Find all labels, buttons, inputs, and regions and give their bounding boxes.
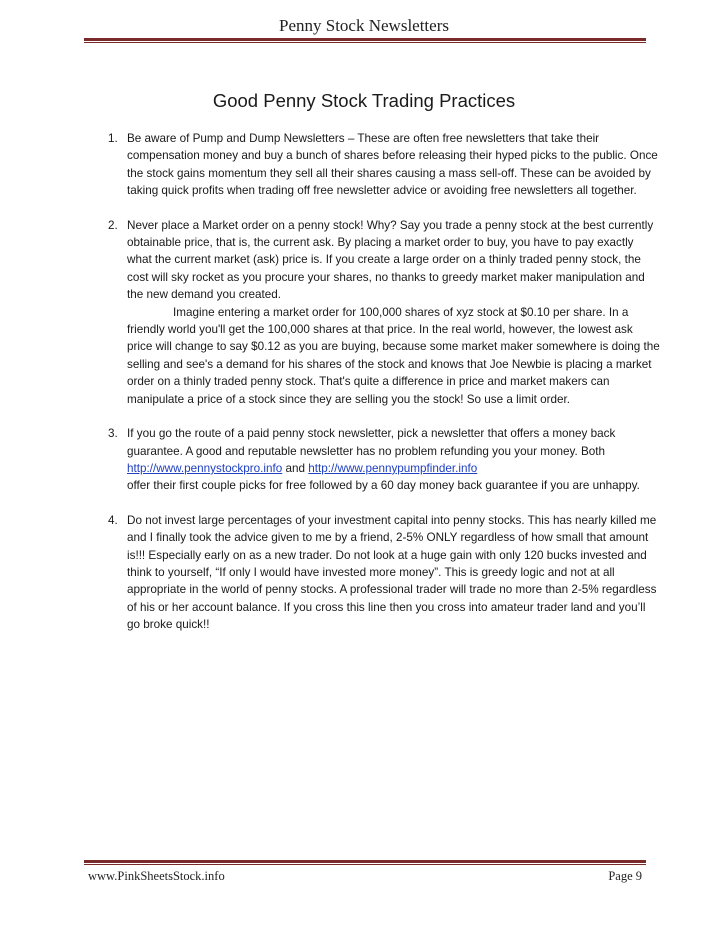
footer-website: www.PinkSheetsStock.info — [88, 869, 225, 883]
pennystockpro-link[interactable]: http://www.pennystockpro.info — [127, 461, 283, 475]
list-item-text: Be aware of Pump and Dump Newsletters – These are often free newsletters that take their compensation money and buy a bunch of shares before releasing their hyped picks to the public. Once the stock gains momentum they sell all their shares causing a mass sell-off. These can be avoided by taking quick profits when trading off free newsletter advice or avoiding free newsletters all together. — [127, 132, 658, 198]
header-divider — [84, 38, 646, 41]
list-item — [100, 425, 660, 495]
list-item — [100, 217, 660, 408]
list-item-text: If you go the route of a paid penny stock newsletter, pick a newsletter that offers a money back guarantee. A good and reputable newsletter has no problem refunding you your money. Both — [127, 427, 616, 458]
link-conjunction: and — [285, 461, 306, 475]
practices-list — [100, 130, 660, 651]
page-header-title: Penny Stock Newsletters — [279, 16, 449, 35]
list-item-number: 3. — [108, 427, 118, 441]
list-item-number: 1. — [108, 132, 118, 145]
list-item-text-after: offer their first couple picks for free followed by a 60 day money back guarantee if you are unhappy. — [127, 479, 640, 493]
list-item — [100, 130, 660, 200]
footer-divider — [84, 860, 646, 863]
list-item-text: Do not invest large percentages of your investment capital into penny stocks. This has nearly killed me and I finally took the advice given to me by a friend, 2-5% ONLY regardless of how small that amount is!!! Especially early on as a new trader. Do not look at a huge gain with only 120 bucks invested and think to yourself, “If only I would have invested more money”. This is greedy logic and not at all appropriate in the world of penny stocks. A professional trader will trade no more than 2-5% regardless of his or her account balance. If you cross this line then you cross into amateur trader land and you’ll go broke quick!! — [127, 513, 657, 632]
list-item-continuation: Imagine entering a market order for 100,000 shares of xyz stock at $0.10 per share. In a friendly world you'll get the 100,000 shares at that price. In the real world, however, the lowest ask price will change to say $0.12 as you are buying, because some market maker somewhere is doing the selling and see's a demand for his shares of the stock and knows that Joe Newbie is placing a market order on a thinly traded penny stock. That's quite a difference in price and market makers can manipulate a price of a stock since they are selling you the stock! So use a limit order. — [127, 305, 660, 406]
pennypumpfinder-link[interactable]: http://www.pennypumpfinder.info — [308, 461, 478, 475]
document-heading: Good Penny Stock Trading Practices — [212, 90, 516, 111]
list-item — [100, 512, 660, 634]
footer-divider-thin — [84, 864, 646, 865]
header-divider-thin — [84, 42, 646, 43]
list-item-number: 2. — [108, 218, 118, 232]
page-number: Page 9 — [608, 869, 642, 883]
list-item-number: 4. — [108, 513, 118, 527]
list-item-text: Never place a Market order on a penny stock! Why? Say you trade a penny stock at the best currently obtainable price, that is, the current ask. By placing a market order to buy, you have to pay exactly what the current market (ask) price is. If you create a large order on a thinly traded penny stock, the cost will sky rocket as you procure your shares, no thanks to greedy market maker manipulation and the new demand you created. — [127, 218, 654, 302]
